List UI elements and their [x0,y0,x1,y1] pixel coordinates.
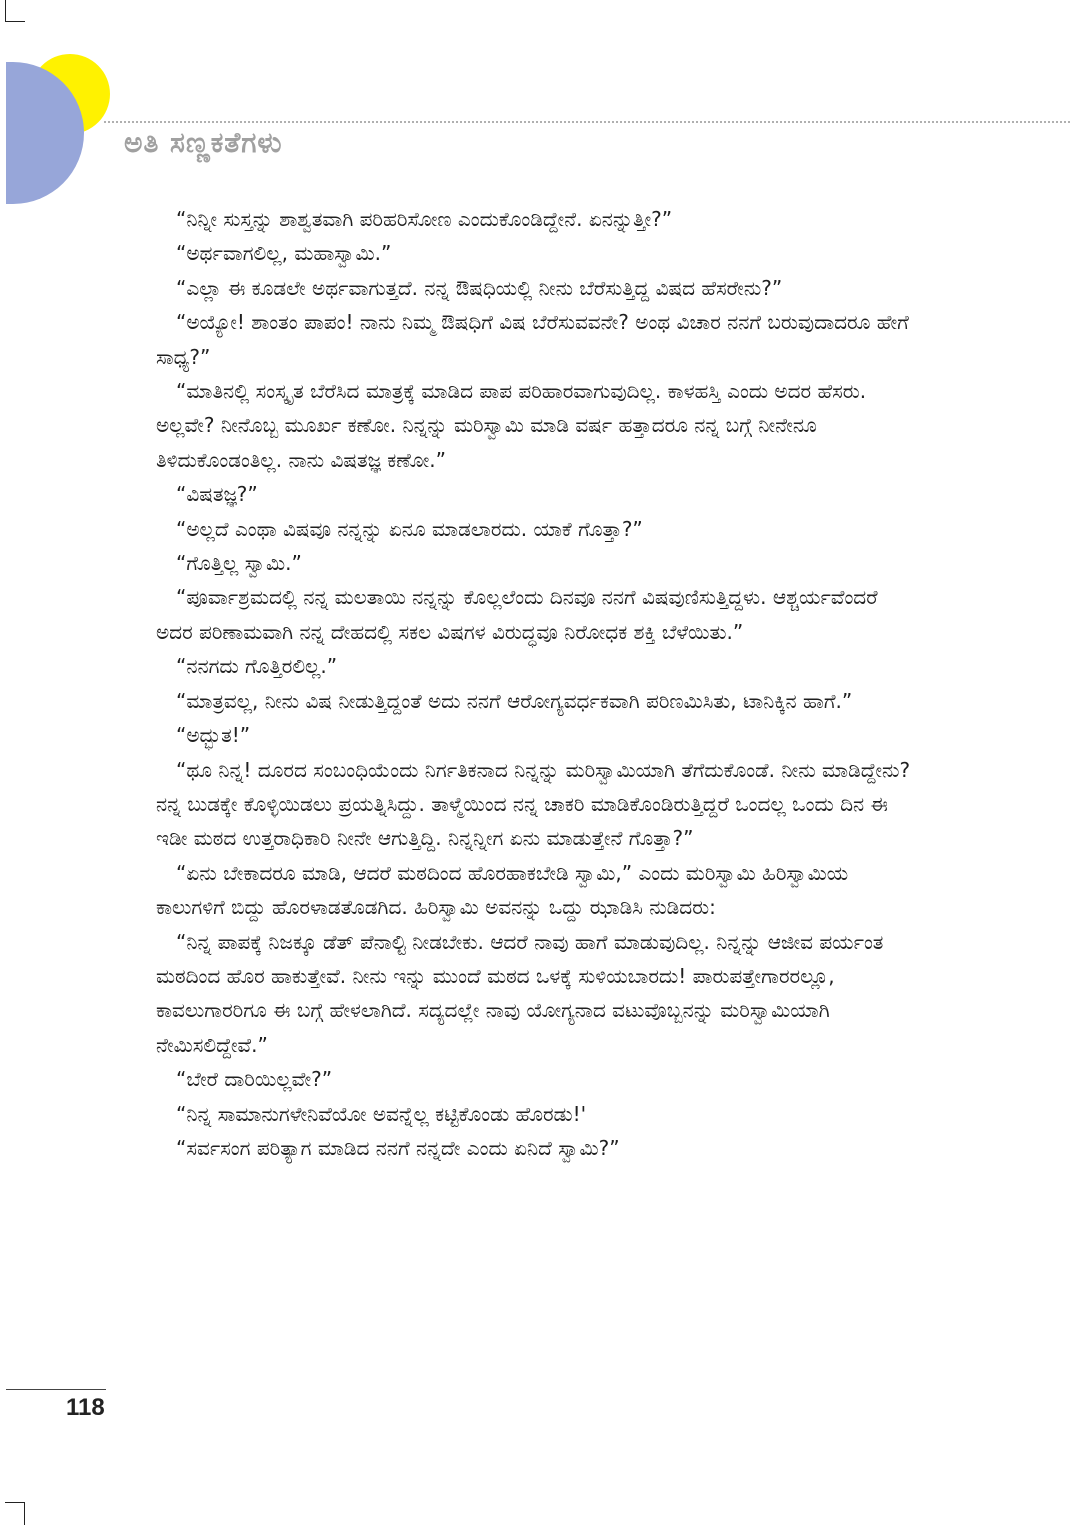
paragraph: “ವಿಷತಜ್ಞ?” [176,482,258,507]
crop-mark-top-left-vertical [5,0,6,22]
paragraph: “ಅದ್ಭುತ!” [176,723,251,748]
running-title: ಅತಿ ಸಣ್ಣಕತೆಗಳು [124,126,283,159]
paragraph: “ನಿನ್ನ ಸಾಮಾನುಗಳೇನಿವೆಯೋ ಅವನ್ನೆಲ್ಲ ಕಟ್ಟಿಕೊಂಡು ಹೊರಡು!' [176,1101,587,1126]
paragraph: “ಗೊತ್ತಿಲ್ಲ ಸ್ವಾಮಿ.” [176,551,302,576]
paragraph: “ಎಲ್ಲಾ ಈ ಕೂಡಲೇ ಅರ್ಥವಾಗುತ್ತದೆ. ನನ್ನ ಔಷಧಿಯಲ್ಲಿ ನೀನು ಬೆರೆಸುತ್ತಿದ್ದ ವಿಷದ ಹೆಸರೇನು?” [176,275,783,300]
header-dotted-rule [104,121,1070,123]
paragraph: “ಅಲ್ಲದೆ ಎಂಥಾ ವಿಷವೂ ನನ್ನನ್ನು ಏನೂ ಮಾಡಲಾರದು. ಯಾಕೆ ಗೊತ್ತಾ?” [176,516,643,541]
paragraph: “ಏನು ಬೇಕಾದರೂ ಮಾಡಿ, ಆದರೆ ಮಠದಿಂದ ಹೊರಹಾಕಬೇಡಿ ಸ್ವಾಮಿ,” ಎಂದು ಮರಿಸ್ವಾಮಿ ಹಿರಿಸ್ವಾಮಿಯ ಕಾಲುಗಳಿಗೆ ಬಿದ್ದು ಹೊರಳಾಡತೊಡಗಿದ. ಹಿರಿಸ್ವಾಮಿ ಅವನನ್ನು ಒದ್ದು ಝಾಡಿಸಿ ನುಡಿದರು: [156,860,849,920]
paragraph: “ಅಯ್ಯೋ! ಶಾಂತಂ ಪಾಪಂ! ನಾನು ನಿಮ್ಮ ಔಷಧಿಗೆ ವಿಷ ಬೆರೆಸುವವನೇ? ಅಂಥ ವಿಚಾರ ನನಗೆ ಬರುವುದಾದರೂ ಹೇಗೆ ಸಾಧ್ಯ?” [156,310,909,369]
paragraph: “ನಿನ್ನೀ ಸುಸ್ತನ್ನು ಶಾಶ್ವತವಾಗಿ ಪರಿಹರಿಸೋಣ ಎಂದುಕೊಂಡಿದ್ದೇನೆ. ಏನನ್ನುತ್ತೀ?” [176,207,673,231]
paragraph: “ನನಗದು ಗೊತ್ತಿರಲಿಲ್ಲ.” [176,654,338,679]
paragraph: “ಸರ್ವಸಂಗ ಪರಿತ್ಯಾಗ ಮಾಡಿದ ನನಗೆ ನನ್ನದೇ ಎಂದು ಏನಿದೆ ಸ್ವಾಮಿ?” [176,1135,620,1160]
body-text [156,202,916,1165]
paragraph: “ಅರ್ಥವಾಗಲಿಲ್ಲ, ಮಹಾಸ್ವಾಮಿ.” [176,241,392,266]
paragraph: “ಮಾತ್ರವಲ್ಲ, ನೀನು ವಿಷ ನೀಡುತ್ತಿದ್ದಂತೆ ಅದು ನನಗೆ ಆರೋಗ್ಯವರ್ಧಕವಾಗಿ ಪರಿಣಮಿಸಿತು, ಟಾನಿಕ್ಕಿನ ಹಾಗೆ.” [176,688,853,713]
footer-rule [6,1389,106,1390]
paragraph: “ಬೇರೆ ದಾರಿಯಿಲ್ಲವೇ?” [176,1067,333,1092]
paragraph: “ಪೂರ್ವಾಶ್ರಮದಲ್ಲಿ ನನ್ನ ಮಲತಾಯಿ ನನ್ನನ್ನು ಕೊಲ್ಲಲೆಂದು ದಿನವೂ ನನಗೆ ವಿಷವುಣಿಸುತ್ತಿದ್ದಳು. ಆಶ್ಚರ್ಯವೆಂದರೆ ಅದರ ಪರಿಣಾಮವಾಗಿ ನನ್ನ ದೇಹದಲ್ಲಿ ಸಕಲ ವಿಷಗಳ ವಿರುದ್ಧವೂ ನಿರೋಧಕ ಶಕ್ತಿ ಬೆಳೆಯಿತು.” [156,585,878,644]
paragraph: “ಮಾತಿನಲ್ಲಿ ಸಂಸ್ಕೃತ ಬೆರೆಸಿದ ಮಾತ್ರಕ್ಕೆ ಮಾಡಿದ ಪಾಪ ಪರಿಹಾರವಾಗುವುದಿಲ್ಲ. ಕಾಳಹಸ್ತಿ ಎಂದು ಅದರ ಹೆಸರು. ಅಲ್ಲವೇ? ನೀನೊಬ್ಬ ಮೂರ್ಖ ಕಣೋ. ನಿನ್ನನ್ನು ಮರಿಸ್ವಾಮಿ ಮಾಡಿ ವರ್ಷ ಹತ್ತಾದರೂ ನನ್ನ ಬಗ್ಗೆ ನೀನೇನೂ ತಿಳಿದುಕೊಂಡಂತಿಲ್ಲ. ನಾನು ವಿಷತಜ್ಞ ಕಣೋ.” [156,379,867,472]
crop-mark-bottom-left-vertical [24,1502,25,1525]
page-number: 118 [66,1394,105,1421]
paragraph: “ಥೂ ನಿನ್ನ! ದೂರದ ಸಂಬಂಧಿಯೆಂದು ನಿರ್ಗತಿಕನಾದ ನಿನ್ನನ್ನು ಮರಿಸ್ವಾಮಿಯಾಗಿ ತೆಗೆದುಕೊಂಡೆ. ನೀನು ಮಾಡಿದ್ದೇನು? ನನ್ನ ಬುಡಕ್ಕೇ ಕೊಳ್ಳಿಯಿಡಲು ಪ್ರಯತ್ನಿಸಿದ್ದು. ತಾಳ್ಮೆಯಿಂದ ನನ್ನ ಚಾಕರಿ ಮಾಡಿಕೊಂಡಿರುತ್ತಿದ್ದರೆ ಒಂದಲ್ಲ ಒಂದು ದಿನ ಈ ಇಡೀ ಮಠದ ಉತ್ತರಾಧಿಕಾರಿ ನೀನೇ ಆಗುತ್ತಿದ್ದಿ. ನಿನ್ನನ್ನೀಗ ಏನು ಮಾಡುತ್ತೇನೆ ಗೊತ್ತಾ?” [156,757,911,851]
crop-mark-bottom-left-horizontal [5,1502,25,1503]
crop-mark-top-left-horizontal [5,21,25,22]
paragraph: “ನಿನ್ನ ಪಾಪಕ್ಕೆ ನಿಜಕ್ಕೂ ಡೆತ್ ಪೆನಾಲ್ಟಿ ನೀಡಬೇಕು. ಆದರೆ ನಾವು ಹಾಗೆ ಮಾಡುವುದಿಲ್ಲ. ನಿನ್ನನ್ನು ಆಜೀವ ಪರ್ಯಂತ ಮಠದಿಂದ ಹೊರ ಹಾಕುತ್ತೇವೆ. ನೀನು ಇನ್ನು ಮುಂದೆ ಮಠದ ಒಳಕ್ಕೆ ಸುಳಿಯಬಾರದು! ಪಾರುಪತ್ತೇಗಾರರಲ್ಲೂ, ಕಾವಲುಗಾರರಿಗೂ ಈ ಬಗ್ಗೆ ಹೇಳಲಾಗಿದೆ. ಸದ್ಯದಲ್ಲೇ ನಾವು ಯೋಗ್ಯನಾದ ವಟುವೊಬ್ಬನನ್ನು ಮರಿಸ್ವಾಮಿಯಾಗಿ ನೇಮಿಸಲಿದ್ದೇವೆ.” [156,929,884,1057]
